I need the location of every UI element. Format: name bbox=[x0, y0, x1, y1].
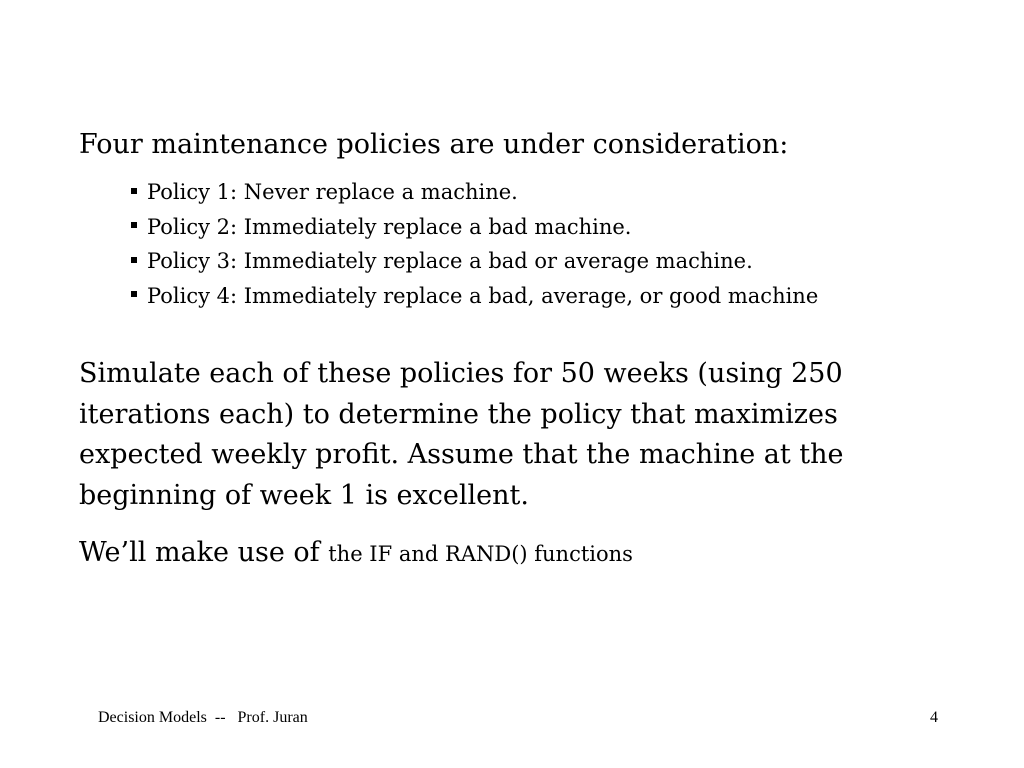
square-bullet-icon bbox=[131, 188, 137, 194]
footer-course: Decision Models -- Prof. Juran bbox=[98, 709, 308, 726]
policy-text: Policy 2: Immediately replace a bad machine. bbox=[147, 214, 632, 239]
policy-item bbox=[131, 210, 818, 245]
square-bullet-icon bbox=[131, 291, 137, 297]
policy-text: Policy 1: Never replace a machine. bbox=[147, 180, 518, 204]
policy-item bbox=[131, 175, 818, 210]
square-bullet-icon bbox=[131, 222, 137, 228]
functions-note bbox=[79, 533, 633, 574]
policy-item bbox=[131, 244, 818, 279]
simulation-instructions: Simulate each of these policies for 50 weeks (using 250 iterations each) to determine the policy that maximizes expected weekly profit. Assume that the machine at the beginning of week 1 is excellent. bbox=[79, 358, 844, 511]
functions-note-lead: We’ll make use of bbox=[79, 537, 329, 568]
page-number: 4 bbox=[930, 709, 938, 726]
policy-text: Policy 4: Immediately replace a bad, average, or good machine bbox=[147, 283, 819, 308]
policy-item bbox=[131, 279, 818, 314]
policy-list bbox=[131, 175, 818, 313]
functions-note-rest: the IF and RAND() functions bbox=[328, 542, 633, 566]
intro-text: Four maintenance policies are under consideration: bbox=[79, 129, 789, 160]
square-bullet-icon bbox=[131, 257, 137, 263]
policy-text: Policy 3: Immediately replace a bad or average machine. bbox=[147, 249, 753, 273]
